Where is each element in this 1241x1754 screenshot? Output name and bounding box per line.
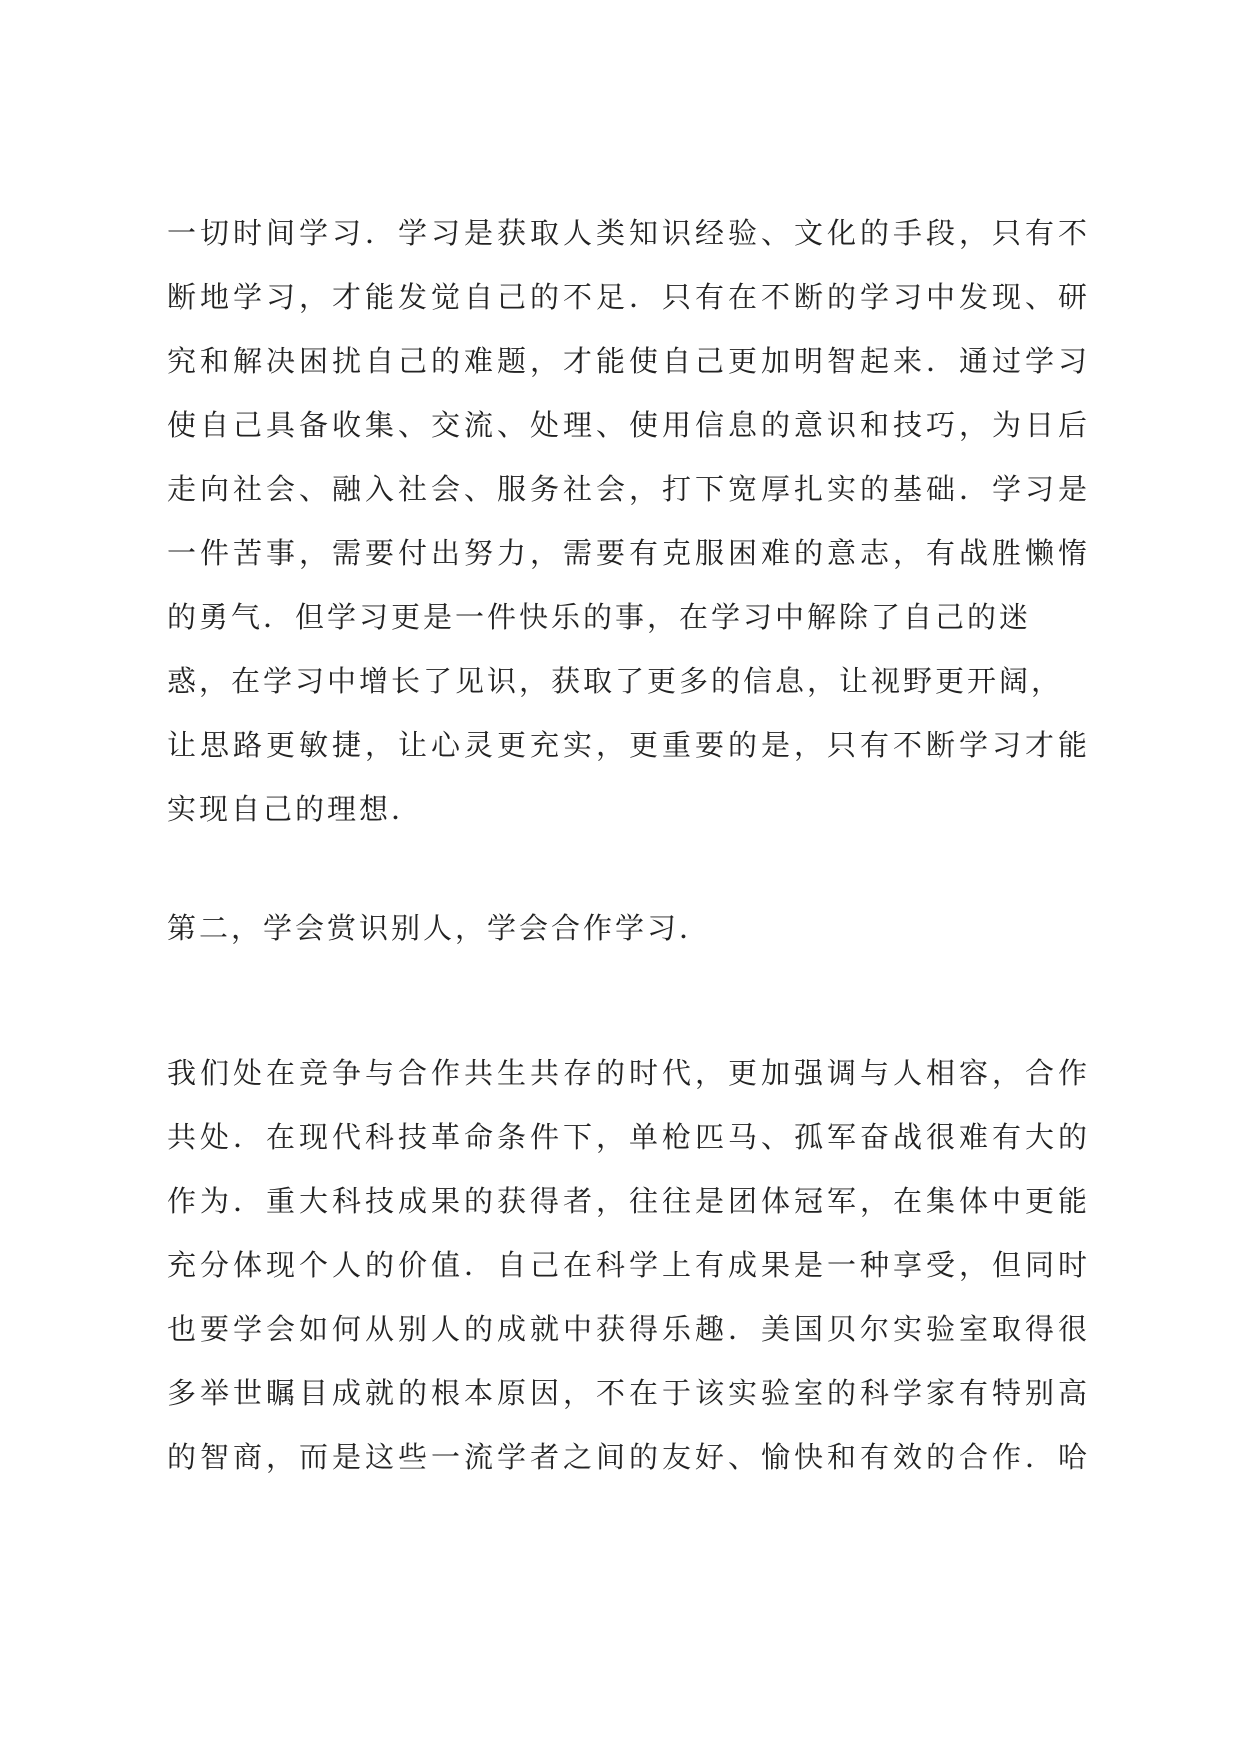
text-line: 也要学会如何从别人的成就中获得乐趣．美国贝尔实验室取得很 <box>167 1312 1087 1346</box>
text-line: 实现自己的理想． <box>167 792 424 826</box>
text-line: 一切时间学习．学习是获取人类知识经验、文化的手段，只有不 <box>167 216 1087 250</box>
text-line: 共处．在现代科技革命条件下，单枪匹马、孤军奋战很难有大的 <box>167 1120 1087 1154</box>
text-line: 的智商，而是这些一流学者之间的友好、愉快和有效的合作．哈 <box>167 1440 1087 1474</box>
text-line: 一件苦事，需要付出努力，需要有克服困难的意志，有战胜懒惰 <box>167 536 1087 570</box>
paragraph-study <box>167 201 1087 841</box>
text-line: 我们处在竞争与合作共生共存的时代，更加强调与人相容，合作 <box>167 1056 1087 1090</box>
text-line: 使自己具备收集、交流、处理、使用信息的意识和技巧，为日后 <box>167 408 1087 442</box>
paragraph-cooperation <box>167 1041 1087 1489</box>
text-line: 充分体现个人的价值．自己在科学上有成果是一种享受，但同时 <box>167 1248 1087 1282</box>
text-line: 断地学习，才能发觉自己的不足．只有在不断的学习中发现、研 <box>167 280 1087 314</box>
heading-line: 第二，学会赏识别人，学会合作学习． <box>167 911 712 945</box>
text-line: 作为．重大科技成果的获得者，往往是团体冠军，在集体中更能 <box>167 1184 1087 1218</box>
text-line: 的勇气．但学习更是一件快乐的事，在学习中解除了自己的迷 <box>167 600 1032 634</box>
text-line: 究和解决困扰自己的难题，才能使自己更加明智起来．通过学习 <box>167 344 1087 378</box>
text-line: 让思路更敏捷，让心灵更充实，更重要的是，只有不断学习才能 <box>167 728 1087 762</box>
text-line: 惑，在学习中增长了见识，获取了更多的信息，让视野更开阔， <box>167 664 1064 698</box>
section-heading <box>167 896 1087 960</box>
text-line: 走向社会、融入社会、服务社会，打下宽厚扎实的基础．学习是 <box>167 472 1087 506</box>
text-line: 多举世瞩目成就的根本原因，不在于该实验室的科学家有特别高 <box>167 1376 1087 1410</box>
